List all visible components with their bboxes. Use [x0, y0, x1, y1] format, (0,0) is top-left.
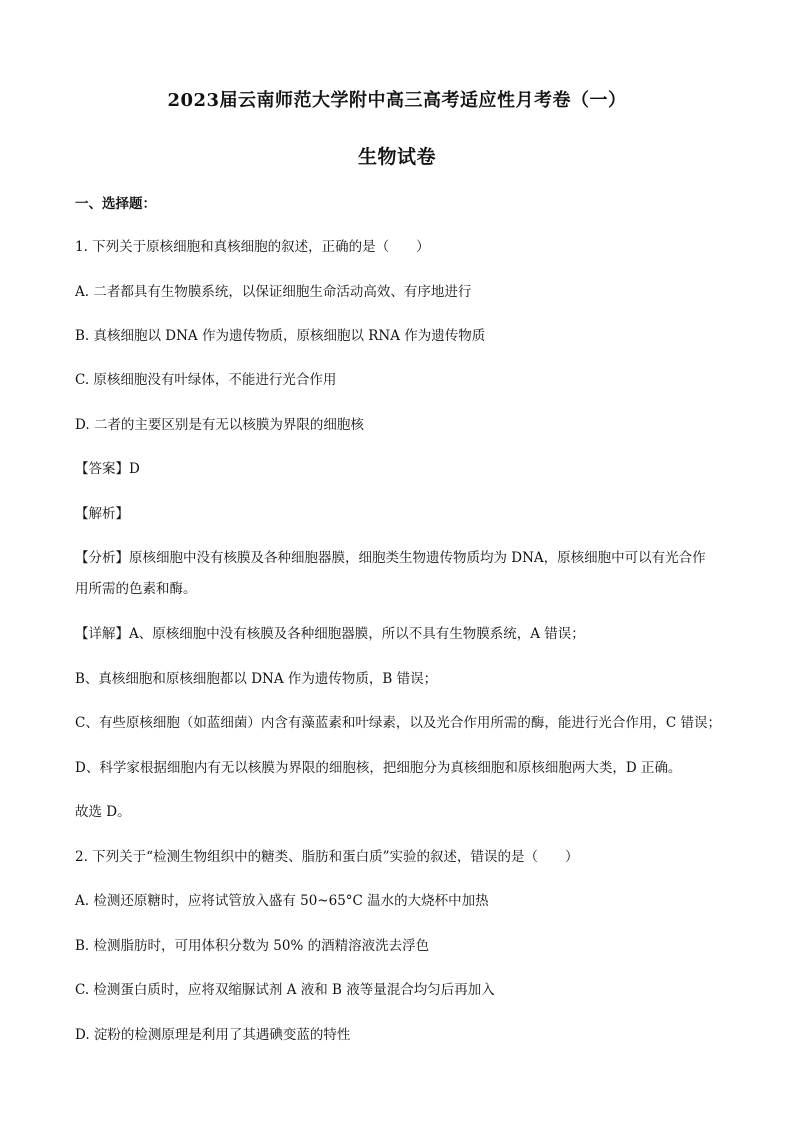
question-1-answer: 【答案】D [75, 461, 140, 477]
document-title: 2023届云南师范大学附中高三高考适应性月考卷（一） [167, 90, 627, 111]
question-1-detail-c: C、有些原核细胞（如蓝细菌）内含有藻蓝素和叶绿素，以及光合作用所需的酶，能进行光合作用，C 错误； [75, 715, 721, 731]
question-1-detail-a: 【详解】A、原核细胞中没有核膜及各种细胞器膜，所以不具有生物膜系统，A 错误； [75, 626, 585, 642]
question-1-option-b: B. 真核细胞以 DNA 作为遗传物质，原核细胞以 RNA 作为遗传物质 [75, 328, 486, 344]
question-2-stem: 2. 下列关于“检测生物组织中的糖类、脂肪和蛋白质”实验的叙述，错误的是（ ） [75, 849, 579, 865]
question-1-option-d: D. 二者的主要区别是有无以核膜为界限的细胞核 [75, 417, 364, 433]
question-1-analysis-label: 【解析】 [75, 506, 129, 522]
document-subtitle: 生物试卷 [357, 146, 436, 168]
question-1-analysis-line-2: 用所需的色素和酶。 [75, 581, 197, 597]
question-1-analysis-line-1: 【分析】原核细胞中没有核膜及各种细胞器膜，细胞类生物遗传物质均为 DNA，原核细胞中可以有光合作 [75, 550, 706, 566]
question-2-option-b: B. 检测脂肪时，可用体积分数为 50% 的酒精溶液洗去浮色 [75, 938, 430, 954]
question-2-option-d: D. 淀粉的检测原理是利用了其遇碘变蓝的特性 [75, 1027, 351, 1043]
question-1-conclusion: 故选 D。 [75, 804, 131, 820]
question-1-detail-d: D、科学家根据细胞内有无以核膜为界限的细胞核，把细胞分为真核细胞和原核细胞两大类，D 正确。 [75, 760, 682, 776]
section-heading: 一、选择题： [75, 196, 156, 212]
question-2-option-c: C. 检测蛋白质时，应将双缩脲试剂 A 液和 B 液等量混合均匀后再加入 [75, 982, 495, 998]
question-1-detail-b: B、真核细胞和原核细胞都以 DNA 作为遗传物质，B 错误； [75, 671, 438, 687]
question-1-stem: 1. 下列关于原核细胞和真核细胞的叙述，正确的是（ ） [75, 239, 430, 255]
question-2-option-a: A. 检测还原糖时，应将试管放入盛有 50~65°C 温水的大烧杯中加热 [75, 893, 489, 909]
question-1-option-a: A. 二者都具有生物膜系统，以保证细胞生命活动高效、有序地进行 [75, 284, 472, 300]
question-1-option-c: C. 原核细胞没有叶绿体，不能进行光合作用 [75, 372, 337, 388]
